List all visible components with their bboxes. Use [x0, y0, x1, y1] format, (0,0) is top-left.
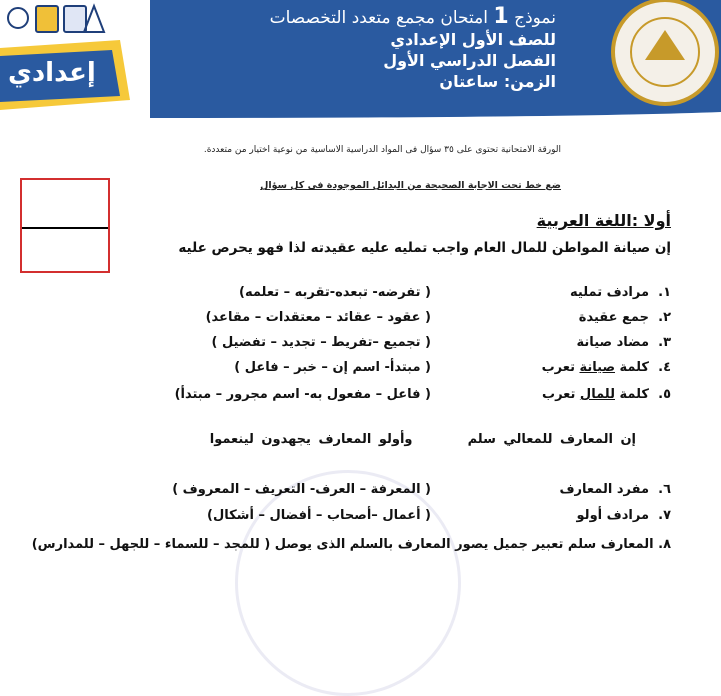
question-5 — [51, 387, 671, 402]
question-2 — [51, 310, 671, 325]
question-text-pre: كلمة — [619, 387, 649, 402]
exam-header — [0, 0, 721, 120]
question-text[interactable]: المعارف سلم تعبير جميل يصور المعارف بالسلم الذى يوصل ( للمجد – للسماء – للجهل – للمدارس) — [31, 537, 654, 552]
question-number: ١. — [658, 285, 671, 300]
question-6 — [51, 482, 671, 497]
verse-second-half: وأولو المعارف يجهدون لينعموا — [209, 432, 413, 447]
question-text: مرادف أولو — [576, 508, 649, 523]
answer-options[interactable]: ( المعرفة – العرف- التعريف – المعروف ) — [172, 482, 431, 497]
answer-options[interactable]: ( فاعل – مفعول به- اسم مجرور – مبتدأ) — [174, 387, 431, 402]
answer-options[interactable]: ( تفرضه- تبعده-تقربه – تعلمه) — [239, 285, 431, 300]
exam-model-number: 1 — [493, 4, 509, 29]
question-text-pre: كلمة — [619, 360, 649, 375]
underlined-word: صيانة — [579, 360, 615, 375]
term-label: الفصل الدراسي الأول — [383, 51, 556, 70]
answer-options[interactable]: ( تجميع –تفريط – تجديد – تفضيل ) — [211, 335, 431, 350]
exam-title-suffix: امتحان مجمع متعدد التخصصات — [269, 8, 488, 28]
question-3 — [51, 335, 671, 350]
question-4 — [51, 360, 671, 375]
section-title: أولا :اللغة العربية — [536, 211, 671, 230]
answer-options[interactable]: ( مبتدأ- اسم إن – خبر – فاعل ) — [234, 360, 431, 375]
question-number: ٥. — [658, 387, 671, 402]
question-1 — [51, 285, 671, 300]
grade-label: للصف الأول الإعدادي — [390, 30, 556, 49]
question-text-post: تعرب — [542, 387, 576, 402]
exam-title-prefix: نموذج — [514, 8, 556, 28]
question-text-post: تعرب — [541, 360, 575, 375]
question-number: ٤. — [658, 360, 671, 375]
header-text — [236, 4, 556, 92]
underlined-word: للمال — [579, 387, 615, 402]
poetry-verse — [210, 432, 636, 447]
question-number: ٢. — [658, 310, 671, 325]
question-text — [542, 360, 649, 375]
question-text: مفرد المعارف — [559, 482, 649, 497]
question-number: ٣. — [658, 335, 671, 350]
time-label: الزمن: ساعتان — [439, 72, 556, 91]
question-text: مرادف تمليه — [570, 285, 649, 300]
question-number: ٦. — [658, 482, 671, 497]
question-number: ٧. — [658, 508, 671, 523]
question-text: جمع عقيدة — [578, 310, 649, 325]
intro-text: الورقة الامتحانية تحتوى على ٣٥ سؤال فى المواد الدراسية الاساسية من نوعية اختيار من متعددة. — [203, 145, 561, 155]
answer-options[interactable]: ( عقود – عقائد – معتقدات – مقاعد) — [205, 310, 431, 325]
score-box — [20, 178, 110, 273]
exam-title — [236, 4, 556, 29]
verse-first-half: إن المعارف للمعالي سلم — [467, 432, 636, 447]
question-7 — [51, 508, 671, 523]
question-text: مضاد صيانة — [576, 335, 649, 350]
instructions-text: ضع خط تحت الاجابة الصحيحة من البدائل الموجودة فى كل سؤال — [260, 180, 561, 191]
answer-options[interactable]: ( أعمال –أصحاب – أفضال – أشكال) — [207, 508, 431, 523]
idadi-badge-text: إعدادي — [8, 58, 96, 88]
reading-passage: إن صيانة المواطن للمال العام واجب تمليه عليه عقيدته لذا فهو يحرص عليه — [178, 240, 671, 256]
question-text — [542, 387, 649, 402]
question-number: ٨. — [658, 537, 671, 552]
question-8 — [21, 534, 671, 556]
score-divider — [22, 227, 108, 229]
watermark-seal — [235, 470, 461, 696]
